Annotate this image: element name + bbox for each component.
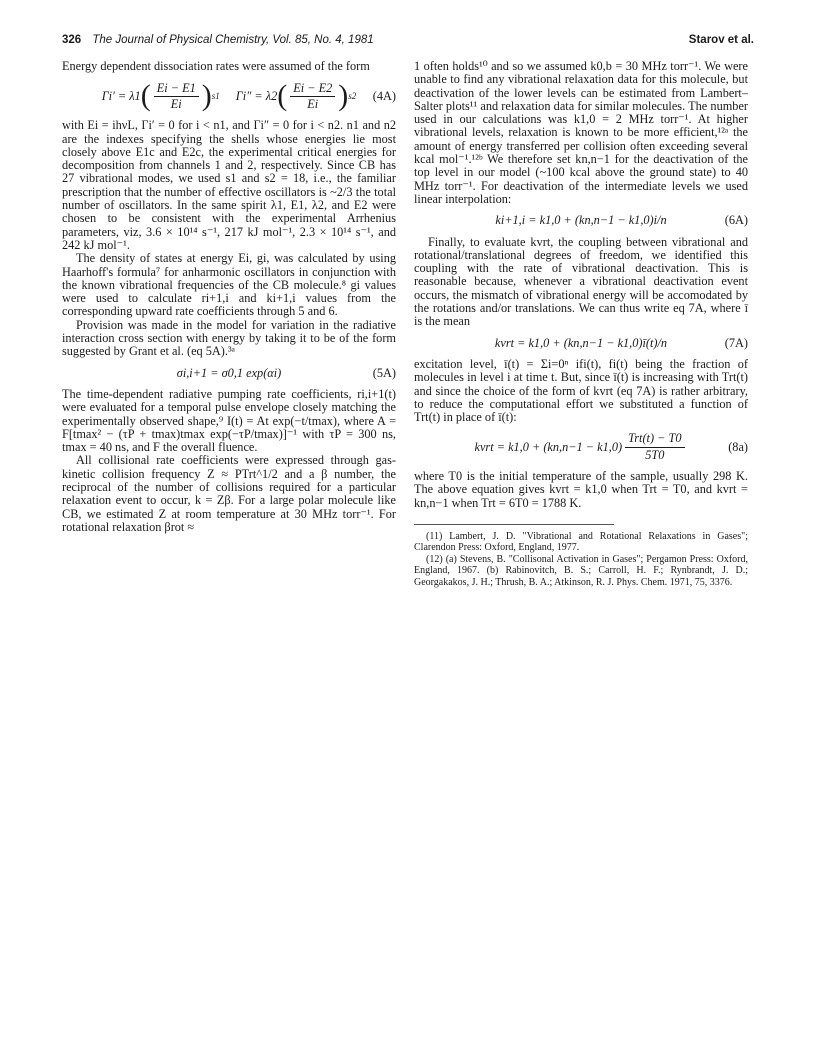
running-header bbox=[62, 34, 754, 50]
equation-4a: Γi′ = λ1 ( $\frac{Ei - E1}{Ei}$ ) s1 Γi″ = λ2 ( $\frac{Ei - E2}{Ei}$ ) s2 (4A) bbox=[101, 79, 396, 113]
equation-8a bbox=[414, 432, 748, 462]
equation-number: (7A) bbox=[724, 335, 748, 350]
paragraph: where T0 is the initial temperature of the sample, usually 298 K. The above equation gives kvrt = k1,0 when Trt = T0, and kvrt = kn,n−1 when Trt = 6T0 = 1788 K. bbox=[414, 469, 748, 510]
eq4a-left-numerator: Ei − E1 bbox=[154, 82, 199, 97]
equation-number: (4A) bbox=[372, 88, 396, 103]
eq4a-right-denominator: Ei bbox=[307, 96, 319, 111]
running-authors: Starov et al. bbox=[688, 34, 754, 46]
references bbox=[414, 531, 748, 589]
equation-number: (6A) bbox=[724, 213, 748, 228]
paragraph: Energy dependent dissociation rates were assumed of the form bbox=[62, 59, 370, 73]
page-number: 326 bbox=[62, 34, 82, 46]
equation-5a bbox=[62, 367, 396, 380]
paragraph: with Ei = ihνL, Γi′ = 0 for i < n1, and Γi″ = 0 for i < n2. n1 and n2 are the indexes specifying the shells whose energies lie most closely above E1c and E2c, the experimental critical energies for decomposition from channels 1 and 2, respectively. Since CB has 27 vibrational modes, we used s1 and s2 = 18, i.e., the familiar prescription that the number of effective oscillators is ~2/3 the total number of oscillators. In the same spirit λ1, E1, λ2, and E2 were chosen to be consistent with the experimental Arrhenius parameters, viz, 3.6 × 10¹⁴ s⁻¹, 217 kJ mol⁻¹, 2.3 × 10¹⁴ s⁻¹, and 242 kJ mol⁻¹. bbox=[62, 118, 396, 252]
paragraph: The time-dependent radiative pumping rate coefficients, ri,i+1(t) were evaluated for a temporal pulse envelope closely matching the experimentally observed shape,⁹ I(t) = At exp(−t/tmax), where A = F[tmax² − (τP + tmax)tmax exp(−τP/tmax)]⁻¹ with τP = 300 ns, tmax = 40 ns, and F the overall fluence. bbox=[62, 386, 396, 455]
eq4a-left-lhs: Γi′ = λ1 bbox=[101, 88, 141, 103]
journal-citation: The Journal of Physical Chemistry, Vol. 85, No. 4, 1981 bbox=[92, 34, 374, 46]
left-column bbox=[62, 60, 396, 534]
equation-number: (8a) bbox=[728, 439, 748, 454]
eq5a-body: σi,i+1 = σ0,1 exp(αi) bbox=[176, 365, 282, 380]
paragraph: The density of states at energy Ei, gi, was calculated by using Haarhoff's formula⁷ for anharmonic oscillators in conjunction with the known vibrational frequencies of the CB molecule.⁸ gi values were used to calculate ri+1,i and ki+1,i values from the corresponding upward rate coefficients through 5 and 6. bbox=[62, 251, 396, 319]
footnote-rule bbox=[414, 524, 614, 531]
equation-7a bbox=[414, 337, 748, 350]
equation-number: (5A) bbox=[372, 365, 396, 380]
eq4a-right-exponent: s2 bbox=[348, 90, 357, 101]
reference-12: (12) (a) Stevens, B. "Collisonal Activation in Gases"; Pergamon Press: Oxford, England, 1967. (b) Rabinovitch, B. S.; Carroll, H. F.; Rynbrandt, J. D.; Georgakakos, J. H.; Thrush, B. A.; Atkinson, R. J. Phys. Chem. 1971, 75, 3376. bbox=[414, 553, 748, 588]
right-column bbox=[414, 60, 748, 588]
eq8a-denominator: 5T0 bbox=[645, 447, 665, 462]
eq8a-lhs: kvrt = k1,0 + (kn,n−1 − k1,0) bbox=[474, 439, 623, 454]
paragraph: excitation level, ī(t) = Σi=0ⁿ ifi(t), fi(t) being the fraction of molecules in level i at time t. But, since ī(t) is increasing with Trt(t) and since the choice of the form of kvrt (eq 7A) is rather arbitrary, to reduce the computational effort we substituted a function of Trt(t) in place of ī(t): bbox=[414, 356, 748, 425]
eq7a-body: kvrt = k1,0 + (kn,n−1 − k1,0)ī(t)/n bbox=[494, 335, 668, 350]
equation-6a bbox=[414, 214, 748, 227]
paragraph: All collisional rate coefficients were expressed through gas-kinetic collision frequency Z ≈ PTrt^1/2 and a β number, the reciprocal of the number of collisions required for a particular relaxation event to occur, k = Zβ. For a large polar molecule like CB, we estimated Z at room temperature at 30 MHz torr⁻¹. For rotational relaxation βrot ≈ bbox=[62, 453, 396, 534]
eq4a-left-denominator: Ei bbox=[170, 96, 182, 111]
paragraph: 1 often holds¹⁰ and so we assumed k0,b = 30 MHz torr⁻¹. We were unable to find any vibrational relaxation data for this molecule, but deactivation of the lower levels can be estimated from Lambert–Salter plots¹¹ and relaxation data for similar molecules. The number used in our calculations was k1,0 = 2 MHz torr⁻¹. At higher vibrational levels, relaxation is known to be more efficient,¹²ᵃ the amount of energy transferred per collision often exceeding several kcal mol⁻¹.¹²ᵇ We therefore set kn,n−1 for the deactivation of the top level in our model (~100 kcal above the ground state) to 40 MHz torr⁻¹. For deactivation of the intermediate levels we used linear interpolation: bbox=[414, 59, 748, 206]
eq8a-numerator: Trt(t) − T0 bbox=[625, 432, 684, 447]
eq4a-left-exponent: s1 bbox=[211, 90, 220, 101]
eq4a-right-lhs: Γi″ = λ2 bbox=[235, 88, 278, 103]
paragraph: Finally, to evaluate kvrt, the coupling between vibrational and rotational/translational degrees of freedom, we identified this coupling with the rate of vibrational deactivation. This is reasonable because, whenever a vibrational deactivation event occurs, the mismatch of vibrational energy will be accomodated by the rotations and/or translations. We can thus write eq 7A, where ī is the mean bbox=[414, 234, 748, 329]
reference-11: (11) Lambert, J. D. "Vibrational and Rotational Relaxations in Gases"; Clarendon Press: Oxford, England, 1977. bbox=[414, 530, 748, 554]
eq6a-body: ki+1,i = k1,0 + (kn,n−1 − k1,0)i/n bbox=[495, 213, 667, 228]
eq4a-right-numerator: Ei − E2 bbox=[290, 82, 335, 97]
paragraph: Provision was made in the model for variation in the radiative interaction cross section with energy by taking it to be of the form suggested by Grant et al. (eq 5A).³ᵃ bbox=[62, 317, 396, 359]
